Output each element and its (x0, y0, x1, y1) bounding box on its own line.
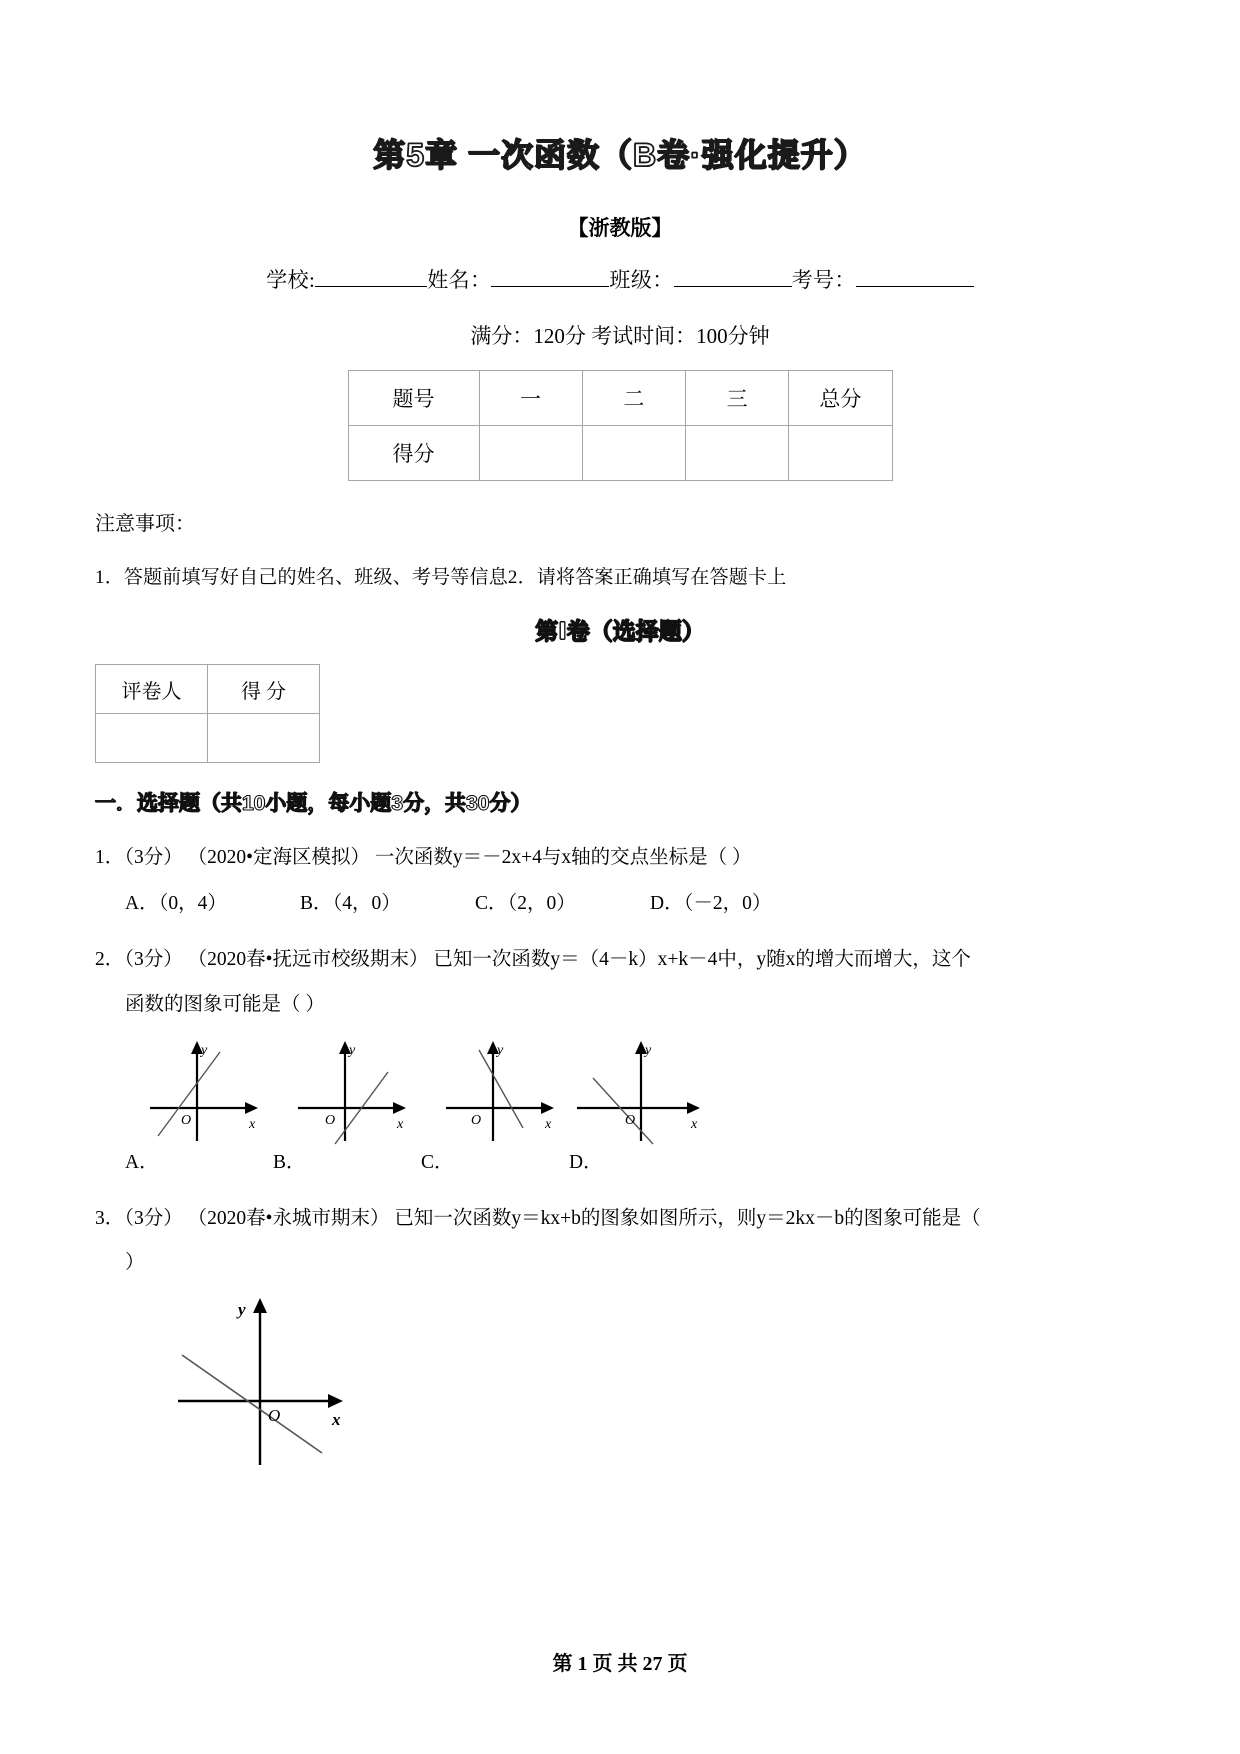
svg-text:x: x (397, 1116, 404, 1132)
class-label: 班级： (609, 268, 674, 292)
school-label: 学校: (266, 268, 316, 292)
school-input-blank[interactable] (315, 269, 427, 287)
notes-body: 1．答题前填写好自己的姓名、班级、考号等信息2．请将答案正确填写在答题卡上 (95, 567, 787, 588)
question-3-points: （3分） (124, 1208, 183, 1230)
score-table-row-label-0: 题号 (348, 371, 479, 426)
table-row (96, 665, 320, 714)
graph-option-a (125, 1036, 273, 1146)
svg-text:y: y (238, 1299, 246, 1319)
student-info-line (95, 242, 1145, 294)
svg-text:O: O (268, 1405, 281, 1425)
exam-no-input-blank[interactable] (856, 269, 974, 287)
svg-text:x: x (691, 1116, 698, 1132)
question-1-option-a[interactable]: A．（0，4） (125, 893, 227, 915)
graph-option-a-svg (125, 1036, 265, 1146)
score-cell-0[interactable] (479, 426, 582, 481)
grader-table (95, 664, 320, 763)
name-input-blank[interactable] (491, 269, 609, 287)
question-2-label-b[interactable]: B． (273, 1151, 306, 1173)
svg-text:x: x (332, 1409, 341, 1429)
question-2-stem-line (95, 945, 1145, 975)
score-cell-2[interactable] (686, 426, 789, 481)
question-3 (95, 1178, 1145, 1478)
question-2-text: 已知一次函数y＝（4－k）x+k－4中，y随x的增大而增大，这个 (433, 949, 971, 971)
question-1-options (95, 873, 1145, 919)
question-1-option-b[interactable]: B．（4，0） (300, 893, 401, 915)
question-1-source: （2020•定海区模拟） (187, 847, 370, 868)
table-row (348, 371, 892, 426)
graph-q3 (95, 1279, 1145, 1478)
question-2-label-c[interactable]: C． (421, 1151, 454, 1173)
grader-header-1: 得 分 (208, 665, 320, 714)
question-3-source: （2020春•永城市期末） (187, 1208, 390, 1230)
svg-text:O: O (625, 1112, 636, 1128)
exam-no-label: 考号： (791, 268, 856, 292)
svg-text:y: y (497, 1042, 504, 1058)
question-2-points: （3分） (124, 949, 183, 971)
score-table (348, 370, 893, 481)
question-2-text-cont: 函数的图象可能是（ ） (125, 993, 325, 1015)
question-1-option-d[interactable]: D．（－2，0） (650, 893, 772, 915)
table-row (348, 426, 892, 481)
question-3-text: 已知一次函数y＝kx+b的图象如图所示，则y＝2kx－b的图象可能是（ (394, 1208, 981, 1230)
svg-text:y: y (349, 1042, 356, 1058)
page-subtitle: 【浙教版】 (567, 217, 673, 240)
page-footer: 第 1 页 共 27 页 (552, 1653, 688, 1675)
score-table-col-0: 一 (479, 371, 582, 426)
score-table-col-3: 总分 (789, 371, 892, 426)
question-2-graphs (95, 1020, 1145, 1146)
question-2-label-d[interactable]: D． (569, 1151, 603, 1173)
score-cell-1[interactable] (582, 426, 685, 481)
question-1-option-c[interactable]: C．（2，0） (475, 893, 576, 915)
question-1-points: （3分） (124, 847, 183, 868)
graph-option-b-svg (273, 1036, 413, 1146)
graph-option-c-svg (421, 1036, 561, 1146)
grader-header-0: 评卷人 (96, 665, 208, 714)
graph-option-b (273, 1036, 421, 1146)
graph-option-d-svg (569, 1036, 709, 1146)
grader-table-container (95, 646, 1145, 763)
svg-text:x: x (545, 1116, 552, 1132)
svg-text:O: O (325, 1112, 336, 1128)
juan-heading: 第Ⅰ卷（选择题） (535, 618, 705, 644)
name-label: 姓名： (427, 268, 492, 292)
page-title: 第5章 一次函数（B卷·强化提升） (373, 137, 867, 173)
question-2 (95, 919, 1145, 1178)
question-1 (95, 817, 1145, 919)
score-table-col-1: 二 (582, 371, 685, 426)
score-table-row-label-1: 得分 (348, 426, 479, 481)
question-1-stem-line (95, 843, 1145, 873)
question-2-graph-labels (95, 1146, 1145, 1178)
question-1-number: 1． (95, 847, 125, 868)
svg-text:y: y (645, 1042, 652, 1058)
question-3-stem-line (95, 1204, 1145, 1234)
score-table-col-2: 三 (686, 371, 789, 426)
score-time-line: 满分：120分 考试时间：100分钟 (470, 324, 770, 348)
score-table-container (95, 350, 1145, 481)
svg-text:O: O (181, 1112, 192, 1128)
grader-cell-0[interactable] (96, 714, 208, 763)
class-input-blank[interactable] (674, 269, 792, 287)
question-2-number: 2． (95, 949, 125, 971)
question-1-text: 一次函数y＝－2x+4与x轴的交点坐标是（ ） (374, 847, 752, 868)
question-2-source: （2020春•抚远市校级期末） (187, 949, 429, 971)
graph-q3-svg (160, 1293, 360, 1468)
table-row (96, 714, 320, 763)
svg-text:x: x (249, 1116, 256, 1132)
svg-text:y: y (201, 1042, 208, 1058)
graph-option-c (421, 1036, 569, 1146)
notes-title: 注意事项： (95, 513, 195, 535)
grader-cell-1[interactable] (208, 714, 320, 763)
svg-text:O: O (471, 1112, 482, 1128)
section-heading-choice: 一．选择题（共10小题，每小题3分，共30分） (95, 792, 532, 815)
graph-option-d (569, 1036, 717, 1146)
question-3-number: 3． (95, 1208, 125, 1230)
question-3-text-cont: ） (125, 1252, 145, 1274)
score-cell-3[interactable] (789, 426, 892, 481)
question-2-label-a[interactable]: A． (125, 1151, 159, 1173)
